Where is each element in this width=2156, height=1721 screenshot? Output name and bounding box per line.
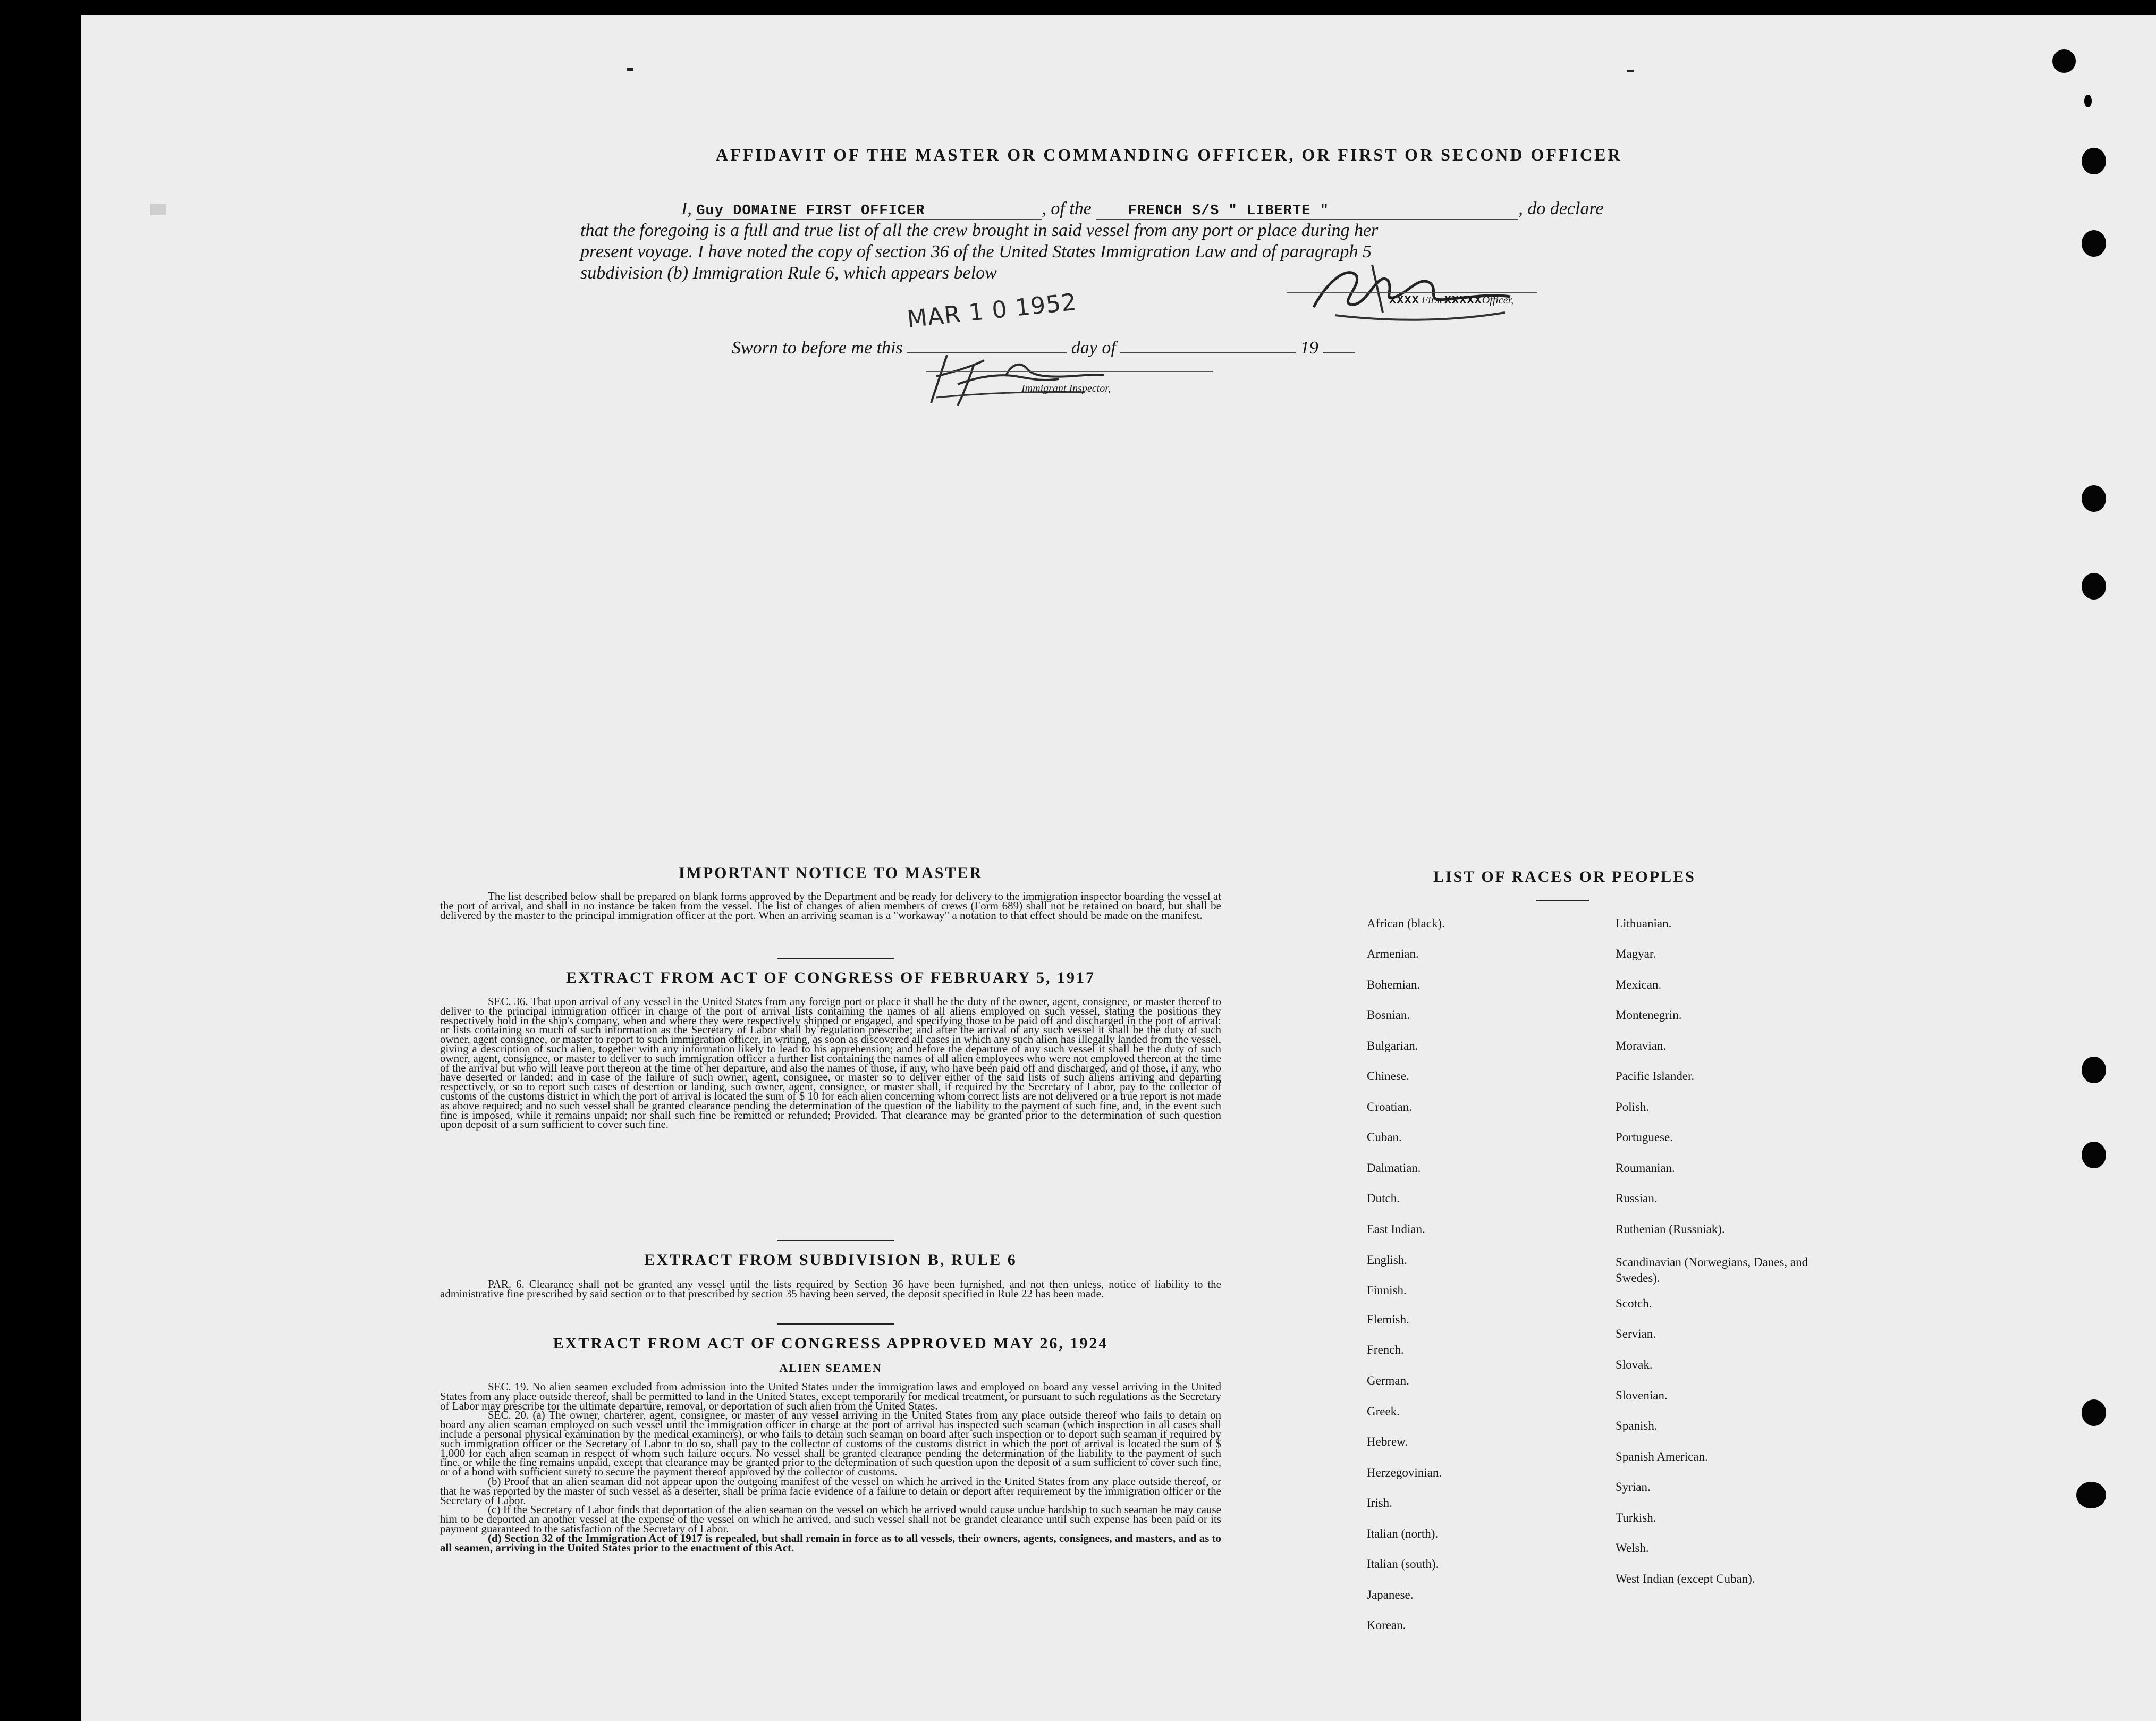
struck-rank: XXXX: [1389, 294, 1419, 307]
race-item-right: Slovenian.: [1616, 1389, 1668, 1402]
race-item-right: Slovak.: [1616, 1358, 1653, 1371]
stray-mark: [627, 68, 633, 71]
stray-mark: [1627, 70, 1634, 72]
officer-signature-line: [1287, 292, 1537, 293]
section-20c-paragraph: (c) If the Secretary of Labor finds that deportation of the alien seaman on the vessel on which he arrived would cause undue hardship to such seaman he may cause him to be deported an another vessel at the expense of the vessel on which he arrived, and such vessel shall not be grandet clearance until such expense has been paid or its payment guaranteed to the satisfaction of the Secretary of Labor.: [440, 1503, 1221, 1535]
race-item-right: Mexican.: [1616, 978, 1662, 991]
race-item-left: Finnish.: [1367, 1284, 1407, 1297]
race-item-left: Dutch.: [1367, 1192, 1400, 1205]
race-item-right: Polish.: [1616, 1100, 1650, 1113]
race-item-left: Armenian.: [1367, 947, 1419, 960]
day-of-label: day of: [1071, 338, 1116, 358]
race-item-left: French.: [1367, 1343, 1404, 1356]
binder-hole: [2082, 1142, 2106, 1168]
officer-rank-caption: [1389, 294, 1514, 307]
race-item-right: Lithuanian.: [1616, 917, 1672, 930]
officer-label: Officer,: [1482, 294, 1514, 306]
inspector-caption: Immigrant Inspector,: [1021, 383, 1111, 394]
race-item-right: Welsh.: [1616, 1541, 1649, 1555]
race-item-left: Korean.: [1367, 1618, 1406, 1632]
binder-hole: [2082, 573, 2106, 600]
binder-hole: [2082, 148, 2106, 174]
race-item-left: Dalmatian.: [1367, 1161, 1421, 1175]
section-divider: [777, 1240, 894, 1241]
race-item-right: Roumanian.: [1616, 1161, 1675, 1175]
stray-mark: [150, 204, 166, 215]
year-label: 19: [1300, 338, 1318, 358]
sworn-year-field: [1323, 336, 1355, 353]
race-item-left: Bohemian.: [1367, 978, 1421, 991]
race-item-left: African (black).: [1367, 917, 1445, 930]
race-item-left: Croatian.: [1367, 1100, 1412, 1113]
vessel-name-field: FRENCH S/S " LIBERTE ": [1096, 203, 1518, 220]
affidavit-line-3: present voyage. I have noted the copy of section 36 of the United States Immigration Law and of paragraph 5: [580, 242, 1372, 261]
race-item-left: Greek.: [1367, 1405, 1400, 1418]
section-divider: [777, 958, 894, 959]
date-stamp: MAR 1 0 1952: [906, 288, 1078, 333]
race-item-left: German.: [1367, 1374, 1409, 1387]
affidavit-line-1: [681, 199, 1604, 220]
race-item-right: Scotch.: [1616, 1297, 1652, 1310]
rule-6-title: EXTRACT FROM SUBDIVISION B, RULE 6: [644, 1251, 1017, 1269]
race-item-left: Irish.: [1367, 1496, 1392, 1509]
officer-name-field: Guy DOMAINE FIRST OFFICER: [696, 203, 1042, 220]
extract-1924-text: [440, 1382, 1221, 1553]
race-item-left: Chinese.: [1367, 1069, 1409, 1083]
first-label: First: [1421, 294, 1442, 306]
section-divider: [777, 1323, 894, 1325]
extract-1917-title: EXTRACT FROM ACT OF CONGRESS OF FEBRUARY 5, 1917: [565, 969, 1096, 986]
race-item-left: Italian (south).: [1367, 1557, 1439, 1571]
race-item-right: Spanish.: [1616, 1419, 1658, 1432]
rule-6-text: [440, 1280, 1221, 1299]
race-item-left: East Indian.: [1367, 1222, 1425, 1236]
section-20d-paragraph: (d) Section 32 of the Immigration Act of 1917 is repealed, but shall remain in force as to all vessels, their owners, agents, consignees, and masters, and as to all seamen, arriving in the United States prior to the enactment of this Act.: [440, 1531, 1221, 1554]
affidavit-line-4: subdivision (b) Immigration Rule 6, which appears below: [580, 263, 997, 283]
notice-paragraph: The list described below shall be prepared on blank forms approved by the Department and be ready for delivery to the immigration inspector boarding the vessel at the port of arrival, and shall in no instance be taken from the vessel. The list of changes of alien members of crews (Form 689) shall not be retained on board, but shall be delivered by the master to the principal immigration officer at the port. When an arriving seaman is a "workaway" a notation to that effect should be made on the manifest.: [440, 890, 1221, 922]
binder-hole: [2082, 485, 2106, 512]
notice-text: [440, 892, 1221, 920]
binder-hole: [2084, 95, 2092, 107]
race-item-left: Bosnian.: [1367, 1008, 1410, 1022]
affidavit-line-2: that the foregoing is a full and true list of all the crew brought in said vessel from any port or place during her: [580, 221, 1379, 240]
sworn-month-field: [1120, 336, 1296, 353]
sworn-label: Sworn to before me this: [732, 338, 903, 358]
race-item-left: Japanese.: [1367, 1588, 1414, 1601]
extract-1917-text: [440, 997, 1221, 1129]
binder-hole: [2082, 1399, 2106, 1426]
race-item-right: Turkish.: [1616, 1511, 1656, 1524]
race-item-right: Syrian.: [1616, 1480, 1651, 1494]
binder-hole: [2082, 230, 2106, 257]
race-item-right: Spanish American.: [1616, 1450, 1708, 1463]
race-item-right: Magyar.: [1616, 947, 1656, 960]
race-item-right: Montenegrin.: [1616, 1008, 1682, 1022]
race-item-left: Herzegovinian.: [1367, 1466, 1442, 1479]
race-item-left: Bulgarian.: [1367, 1039, 1418, 1052]
inspector-signature-line: [926, 371, 1213, 372]
binder-hole: [2076, 1482, 2106, 1508]
paragraph-6: PAR. 6. Clearance shall not be granted any vessel until the lists required by Section 36 have been furnished, and not then unless, notice of liability to the administrative fine prescribed by said section or to that prescribed by section 35 having been served, the deposit specified in Rule 22 has been made.: [440, 1278, 1221, 1300]
do-declare-label: , do declare: [1518, 199, 1604, 218]
race-item-right: Portuguese.: [1616, 1131, 1673, 1144]
race-item-right: Ruthenian (Russniak).: [1616, 1222, 1725, 1236]
section-19-paragraph: SEC. 19. No alien seamen excluded from admission into the United States under the immigration laws and employed on board any vessel arriving in the United States from any place outside thereof, shall be permitted to land in the United States, except temporarily for medical treatment, or pursuant to such regulations as the Secretary of Labor may prescribe for the ultimate departure, removal, or deportation of such alien from the United States.: [440, 1380, 1221, 1412]
extract-1924-title: EXTRACT FROM ACT OF CONGRESS APPROVED MAY 26, 1924: [553, 1335, 1109, 1352]
race-item-right: West Indian (except Cuban).: [1616, 1572, 1755, 1585]
race-item-left: English.: [1367, 1253, 1408, 1267]
notice-title: IMPORTANT NOTICE TO MASTER: [678, 864, 983, 882]
section-20a-paragraph: SEC. 20. (a) The owner, charterer, agent, consignee, or master of any vessel arriving in the United States from any place outside thereof who fails to detain on board any alien seaman employed on such vessel until the immigration officer in charge at the port of arrival has inspected such seaman (which inspection in all cases shall include a personal physical examination by the medical examiners), or who fails to detain such seaman on board after such inspection or to deport such seaman if required by such immigration officer or the Secretary of Labor to do so, shall pay to the collector of customs of the customs district in which the port of arrival is located the sum of $ 1,000 for each alien seaman in respect of whom such failure occurs. No vessel shall be granted clearance pending the determination of the liability to the payment of such fine, or while the fine remains unpaid, except that clearance may be granted prior to the determination of such question upon the deposit of a sum sufficient to cover such fine, or of a bond with sufficient surety to secure the payment thereof approved by the collector of customs.: [440, 1408, 1221, 1479]
races-title-underline: [1536, 900, 1589, 901]
race-item-right: Russian.: [1616, 1192, 1658, 1205]
inspector-signature: [926, 344, 1106, 414]
races-title: LIST OF RACES OR PEOPLES: [1433, 868, 1696, 885]
struck-rank-2: XXXXX: [1444, 294, 1482, 307]
race-item-right: Moravian.: [1616, 1039, 1667, 1052]
race-item-left: Hebrew.: [1367, 1435, 1408, 1448]
race-item-right: Scandinavian (Norwegians, Danes, and Swedes).: [1616, 1255, 1808, 1285]
affidavit-title: AFFIDAVIT OF THE MASTER OR COMMANDING OFFICER, OR FIRST OR SECOND OFFICER: [716, 145, 1622, 164]
race-item-right: Pacific Islander.: [1616, 1069, 1695, 1083]
binder-hole: [2082, 1057, 2106, 1083]
document-page: [81, 15, 2156, 1721]
race-item-left: Flemish.: [1367, 1313, 1409, 1326]
alien-seamen-subtitle: ALIEN SEAMEN: [779, 1361, 882, 1374]
declarant-prefix: I,: [681, 199, 692, 218]
race-item-left: Cuban.: [1367, 1131, 1402, 1144]
race-item-right: Servian.: [1616, 1327, 1656, 1340]
section-36-paragraph: SEC. 36. That upon arrival of any vessel in the United States from any foreign port or place it shall be the duty of the owner, agent, consignee, or master thereof to deliver to the principal immigration officer in charge of the port of arrival lists containing the names of all aliens employed on such vessel, stating the positions they respectively hold in the ship's company, when and where they were respectively shipped or engaged, and specifying those to be paid off and discharged in the port of arrival: or lists containing so much of such information as the Secretary of Labor shall by regulation prescribe; and after the arrival of any such vessel it shall be the duty of such owner, agent consignee, or master to report to such immigration officer, in writing, as soon as discovered all cases in which any such alien has illegally landed from the vessel, giving a description of such alien, together with any information likely to lead to his apprehension; and before the departure of any such vessel it shall be the duty of such owner, agent, consignee, or master to deliver to such immigration officer a further list containing the names of all alien employees who were not employed thereon at the time of the arrival but who will leave port thereon at the time of her departure, and also the names of those, if any, who have been paid off and discharged, and of those, if any, who have deserted or landed; and in case of the failure of such owner, agent, consignee, or master so to deliver either of the said lists of such aliens arriving and departing respectively, or so to report such cases of desertion or landing, such owner, agent, consignee, or master shall, if required by the Secretary of Labor, pay to the collector of customs of the customs district in which the port of arrival is located the sum of $ 10 for each alien concerning whom correct lists are not delivered or a true report is not made as above required; and no such vessel shall be granted clearance pending the determination of the question of the liability to the payment of such fine, and, in the event such fine is imposed, while it remains unpaid; nor shall such fine be remitted or refunded; Provided. That clearance may be granted prior to the determination of such question upon deposit of a sum sufficient to cover such fine.: [440, 995, 1221, 1131]
race-item-left: Italian (north).: [1367, 1527, 1439, 1540]
section-20b-paragraph: (b) Proof that an alien seaman did not appear upon the outgoing manifest of the vessel on which he arrived in the United States from any place outside thereof, or that he was reported by the master of such vessel as a deserter, shall be prima facie evidence of a failure to detain or deport after requirement by the immigration officer or the Secretary of Labor.: [440, 1474, 1221, 1507]
of-the-label: , of the: [1042, 199, 1092, 218]
binder-hole: [2052, 49, 2076, 73]
